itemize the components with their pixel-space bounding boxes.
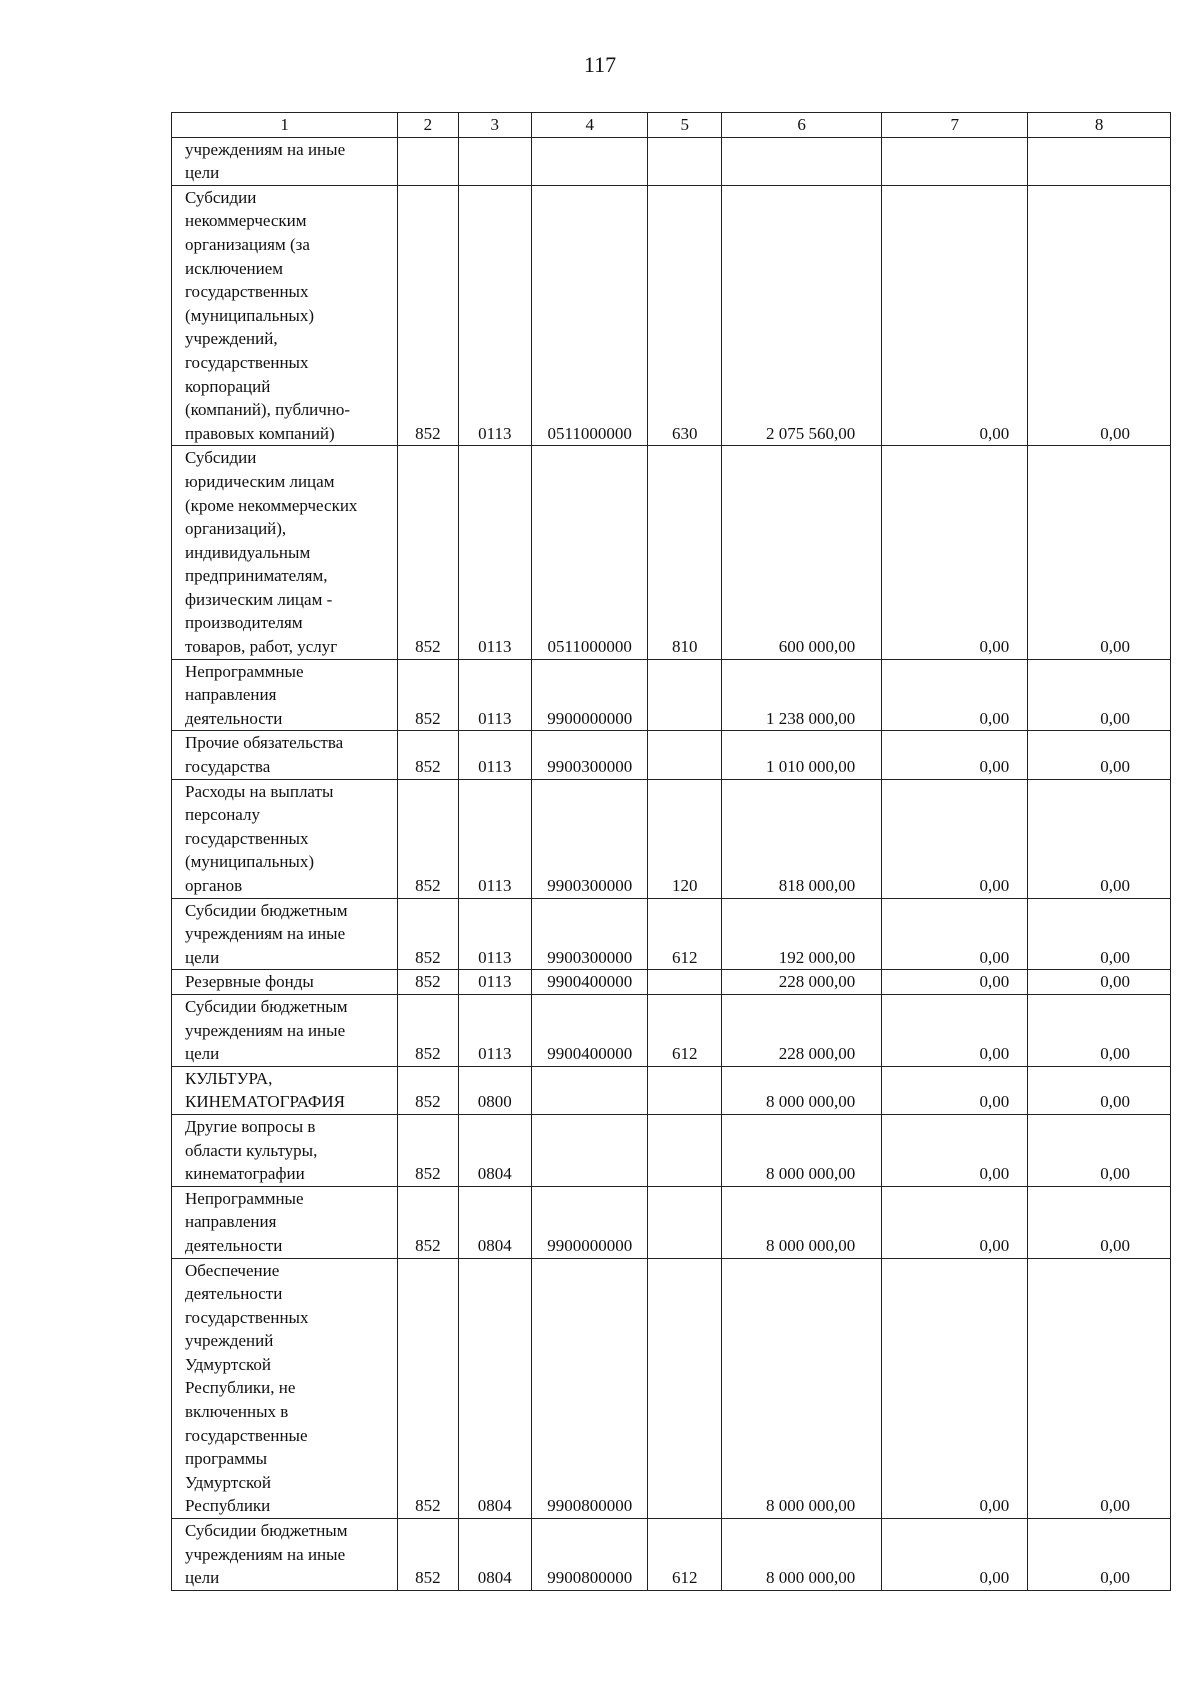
amount-current: 228 000,00: [721, 970, 881, 995]
row-name: [172, 185, 398, 446]
column-header: 1: [172, 113, 398, 138]
amount-col8: 0,00: [1028, 1519, 1171, 1591]
amount-current: 8 000 000,00: [721, 1114, 881, 1186]
row-name: [172, 898, 398, 970]
column-header: 3: [458, 113, 532, 138]
row-name-line: Республики: [185, 1496, 271, 1516]
row-name-line: Субсидии бюджетным: [185, 996, 348, 1016]
row-name: [172, 970, 398, 995]
column-header: 2: [398, 113, 458, 138]
amount-col7: 0,00: [882, 1186, 1028, 1258]
row-name-line: предпринимателям,: [185, 566, 328, 586]
row-name-line: КУЛЬТУРА,: [185, 1068, 273, 1088]
gr-code: 852: [398, 994, 458, 1066]
amount-current: 1 238 000,00: [721, 659, 881, 731]
expense-type: [648, 1114, 722, 1186]
target-article: 9900300000: [532, 898, 648, 970]
amount-col7: 0,00: [882, 1258, 1028, 1519]
row-name: [172, 659, 398, 731]
row-name-line: товаров, работ, услуг: [185, 637, 338, 657]
row-name-line: Обеспечение: [185, 1260, 280, 1280]
target-article: 9900300000: [532, 779, 648, 898]
table-row: [172, 1066, 1171, 1114]
row-name-line: юридическим лицам: [185, 471, 335, 491]
section-code: 0113: [458, 659, 532, 731]
row-name-line: цели: [185, 947, 220, 967]
amount-col7: 0,00: [882, 185, 1028, 446]
row-name: [172, 1258, 398, 1519]
table-row: [172, 1519, 1171, 1591]
amount-col8: 0,00: [1028, 446, 1171, 659]
table-row: [172, 137, 1171, 185]
section-code: 0113: [458, 898, 532, 970]
column-header: 8: [1028, 113, 1171, 138]
row-name-line: государственных: [185, 352, 309, 372]
row-name-line: организациям (за: [185, 234, 310, 254]
row-name-line: корпораций: [185, 376, 271, 396]
target-article: 0511000000: [532, 446, 648, 659]
amount-current: 600 000,00: [721, 446, 881, 659]
section-code: 0804: [458, 1186, 532, 1258]
row-name-line: Субсидии бюджетным: [185, 1521, 348, 1541]
expense-type: 120: [648, 779, 722, 898]
row-name: [172, 446, 398, 659]
row-name-line: Удмуртской: [185, 1472, 272, 1492]
gr-code: 852: [398, 898, 458, 970]
amount-col8: [1028, 137, 1171, 185]
gr-code: 852: [398, 970, 458, 995]
row-name: [172, 731, 398, 779]
row-name-line: Другие вопросы в: [185, 1116, 316, 1136]
expense-type: [648, 731, 722, 779]
row-name-line: (муниципальных): [185, 305, 315, 325]
section-code: 0113: [458, 994, 532, 1066]
row-name-line: учреждениям на иные: [185, 139, 346, 159]
section-code: 0113: [458, 970, 532, 995]
row-name-line: включенных в: [185, 1402, 289, 1422]
row-name-line: деятельности: [185, 708, 283, 728]
table-row: [172, 898, 1171, 970]
row-name-line: Расходы на выплаты: [185, 781, 334, 801]
row-name-line: персоналу: [185, 805, 260, 825]
target-article: [532, 1114, 648, 1186]
amount-current: 228 000,00: [721, 994, 881, 1066]
page-number: 117: [583, 52, 617, 77]
amount-current: 2 075 560,00: [721, 185, 881, 446]
amount-col7: 0,00: [882, 659, 1028, 731]
row-name-line: индивидуальным: [185, 542, 311, 562]
amount-col7: 0,00: [882, 898, 1028, 970]
row-name-line: Резервные фонды: [185, 972, 314, 992]
section-code: 0800: [458, 1066, 532, 1114]
target-article: 9900000000: [532, 659, 648, 731]
row-name-line: учреждениям на иные: [185, 924, 346, 944]
amount-col8: 0,00: [1028, 779, 1171, 898]
row-name-line: направления: [185, 685, 277, 705]
row-name: [172, 1066, 398, 1114]
row-name-line: цели: [185, 1568, 220, 1588]
expense-type: 612: [648, 994, 722, 1066]
row-name-line: организаций),: [185, 519, 287, 539]
table-row: [172, 970, 1171, 995]
row-name-line: Непрограммные: [185, 1188, 304, 1208]
target-article: [532, 1066, 648, 1114]
amount-col7: [882, 137, 1028, 185]
row-name-line: области культуры,: [185, 1140, 318, 1160]
amount-current: 818 000,00: [721, 779, 881, 898]
amount-current: 8 000 000,00: [721, 1186, 881, 1258]
row-name: [172, 1114, 398, 1186]
row-name-line: государственных: [185, 1307, 309, 1327]
row-name-line: Непрограммные: [185, 661, 304, 681]
table-body: [172, 137, 1171, 1590]
expense-type: [648, 1186, 722, 1258]
row-name-line: Прочие обязательства: [185, 733, 344, 753]
section-code: 0113: [458, 779, 532, 898]
gr-code: 852: [398, 446, 458, 659]
amount-col7: 0,00: [882, 1519, 1028, 1591]
row-name-line: государственные: [185, 1425, 308, 1445]
table-row: [172, 1114, 1171, 1186]
amount-col7: 0,00: [882, 1066, 1028, 1114]
gr-code: 852: [398, 1114, 458, 1186]
table-row: [172, 994, 1171, 1066]
amount-col8: 0,00: [1028, 185, 1171, 446]
gr-code: 852: [398, 1258, 458, 1519]
table-row: [172, 731, 1171, 779]
row-name: [172, 779, 398, 898]
row-name-line: учреждений: [185, 1331, 274, 1351]
section-code: 0113: [458, 731, 532, 779]
row-name-line: государства: [185, 757, 271, 777]
amount-col7: 0,00: [882, 994, 1028, 1066]
amount-current: 8 000 000,00: [721, 1519, 881, 1591]
gr-code: 852: [398, 1066, 458, 1114]
expense-type: 612: [648, 1519, 722, 1591]
section-code: 0804: [458, 1258, 532, 1519]
gr-code: 852: [398, 779, 458, 898]
amount-current: 8 000 000,00: [721, 1258, 881, 1519]
table-row: [172, 446, 1171, 659]
table-row: [172, 659, 1171, 731]
section-code: [458, 137, 532, 185]
amount-col8: 0,00: [1028, 1186, 1171, 1258]
row-name-line: органов: [185, 876, 243, 895]
row-name-line: Субсидии: [185, 187, 257, 207]
amount-col8: 0,00: [1028, 898, 1171, 970]
row-name-line: (кроме некоммерческих: [185, 495, 358, 515]
target-article: 0511000000: [532, 185, 648, 446]
gr-code: 852: [398, 731, 458, 779]
amount-col8: 0,00: [1028, 659, 1171, 731]
amount-current: 8 000 000,00: [721, 1066, 881, 1114]
gr-code: 852: [398, 1519, 458, 1591]
row-name-line: исключением: [185, 258, 284, 278]
row-name-line: правовых компаний): [185, 423, 335, 443]
row-name-line: деятельности: [185, 1235, 283, 1255]
header-row: [172, 113, 1171, 138]
row-name-line: учреждениям на иные: [185, 1544, 346, 1564]
column-header: 5: [648, 113, 722, 138]
column-header: 4: [532, 113, 648, 138]
row-name-line: направления: [185, 1212, 277, 1232]
table-row: [172, 779, 1171, 898]
row-name-line: учреждений,: [185, 329, 278, 349]
amount-col7: 0,00: [882, 779, 1028, 898]
amount-col8: 0,00: [1028, 1066, 1171, 1114]
row-name-line: (муниципальных): [185, 852, 315, 872]
target-article: 9900300000: [532, 731, 648, 779]
gr-code: 852: [398, 1186, 458, 1258]
amount-col8: 0,00: [1028, 1114, 1171, 1186]
amount-col7: 0,00: [882, 970, 1028, 995]
row-name-line: (компаний), публично-: [185, 400, 351, 420]
expense-type: [648, 970, 722, 995]
amount-current: [721, 137, 881, 185]
expense-type: [648, 137, 722, 185]
expense-type: [648, 1066, 722, 1114]
row-name: [172, 137, 398, 185]
expense-type: [648, 1258, 722, 1519]
row-name: [172, 1519, 398, 1591]
row-name-line: учреждениям на иные: [185, 1020, 346, 1040]
row-name-line: цели: [185, 163, 220, 183]
expense-type: 612: [648, 898, 722, 970]
expense-type: [648, 659, 722, 731]
target-article: 9900400000: [532, 970, 648, 995]
row-name-line: цели: [185, 1044, 220, 1064]
target-article: 9900800000: [532, 1519, 648, 1591]
target-article: 9900400000: [532, 994, 648, 1066]
section-code: 0113: [458, 446, 532, 659]
amount-col8: 0,00: [1028, 994, 1171, 1066]
row-name: [172, 994, 398, 1066]
gr-code: [398, 137, 458, 185]
row-name-line: КИНЕМАТОГРАФИЯ: [185, 1092, 345, 1112]
row-name-line: программы: [185, 1449, 268, 1469]
expense-type: 810: [648, 446, 722, 659]
target-article: 9900000000: [532, 1186, 648, 1258]
expense-type: 630: [648, 185, 722, 446]
row-name-line: Республики, не: [185, 1378, 296, 1398]
table-row: [172, 185, 1171, 446]
amount-col7: 0,00: [882, 446, 1028, 659]
section-code: 0804: [458, 1114, 532, 1186]
amount-col7: 0,00: [882, 1114, 1028, 1186]
target-article: [532, 137, 648, 185]
row-name-line: государственных: [185, 828, 309, 848]
section-code: 0804: [458, 1519, 532, 1591]
amount-col8: 0,00: [1028, 970, 1171, 995]
row-name-line: некоммерческим: [185, 211, 307, 231]
table-row: [172, 1186, 1171, 1258]
row-name-line: деятельности: [185, 1284, 283, 1304]
gr-code: 852: [398, 185, 458, 446]
amount-col7: 0,00: [882, 731, 1028, 779]
row-name-line: государственных: [185, 282, 309, 302]
row-name-line: кинематографии: [185, 1164, 305, 1184]
amount-current: 1 010 000,00: [721, 731, 881, 779]
section-code: 0113: [458, 185, 532, 446]
target-article: 9900800000: [532, 1258, 648, 1519]
amount-col8: 0,00: [1028, 731, 1171, 779]
row-name-line: Субсидии бюджетным: [185, 900, 348, 920]
budget-table: [171, 112, 1171, 1591]
column-header: 7: [882, 113, 1028, 138]
column-header: 6: [721, 113, 881, 138]
row-name-line: Субсидии: [185, 448, 257, 468]
amount-current: 192 000,00: [721, 898, 881, 970]
table-row: [172, 1258, 1171, 1519]
row-name: [172, 1186, 398, 1258]
row-name-line: производителям: [185, 613, 303, 633]
row-name-line: Удмуртской: [185, 1354, 272, 1374]
gr-code: 852: [398, 659, 458, 731]
amount-col8: 0,00: [1028, 1258, 1171, 1519]
row-name-line: физическим лицам -: [185, 589, 333, 609]
